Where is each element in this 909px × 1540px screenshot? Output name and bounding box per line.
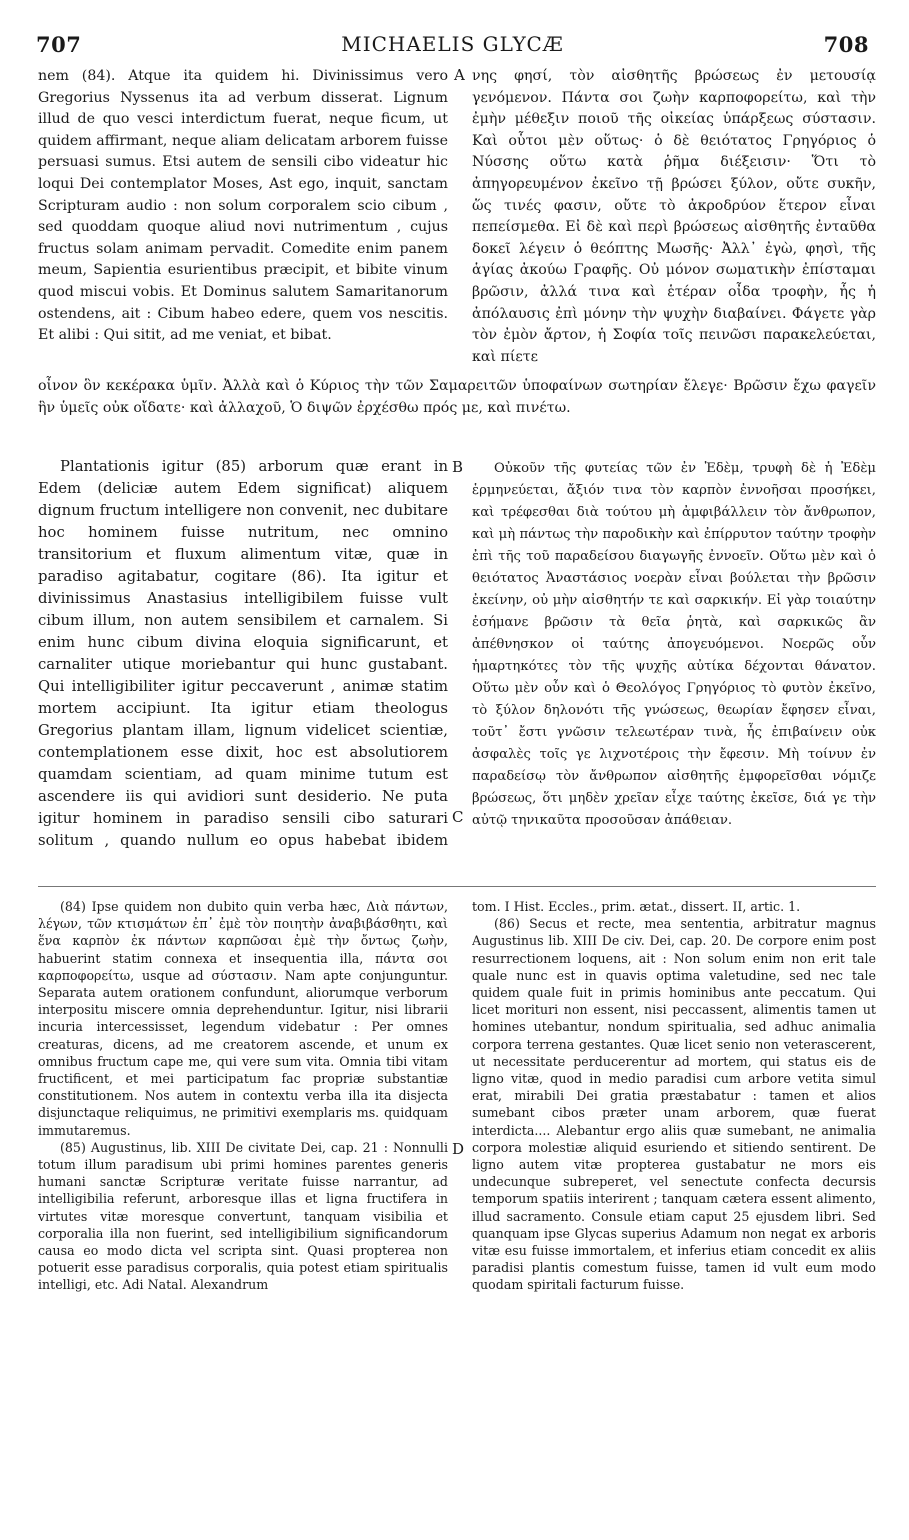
top-latin-text: nem (84). Atque ita quidem hi. Divinissimus vero Gregorius Nyssenus ita ad verbum disserat. Lignum illud de quo vesci interdictum fuerat, neque ficum, ut quidem affirmant, neque aliam delicatam arborem fuisse persuasi sumus. Etsi autem de sensili cibo videatur hic loqui Dei contemplator Moses, Ast ego, inquit, sanctam Scripturam audio : non solum corporalem scio cibum , sed quoddam quoque aliud novi nutrimentum , cujus fructus solam animam pervadit. Comedite enim panem meum, Sapientia esurientibus præcipit, et bibite vinum quod miscui vobis. Et Dominus salutem Samaritanorum ostendens, ait : Cibum habeo edere, quem vos nescitis. Et alibi : Qui sitit, ad me veniat, et bibat. [38, 68, 448, 344]
footnote-86: (86) Secus et recte, mea sententia, arbitratur magnus Augustinus lib. XIII De civ. Dei, cap. 20. De corpore enim post resurrectionem loquens, ait : Non solum enim non erit tale quale nunc est in quavis optima valetudine, sed nec tale quidem quale fuit in primis hominibus ante peccatum. Qui licet morituri non essent, nisi peccassent, alimentis tamen ut homines utebantur, nondum spiritualia, sed adhuc animalia corpora terrena gestantes. Quæ licet senio non veterascerent, ut necessitate perducerentur ad mortem, qui status eis de ligno vitæ, quod in medio paradisi cum arbore vetita simul erat, mirabili Dei gratia præstabatur : tamen et alios sumebant cibos præter unam arborem, quæ fuerat interdicta.... Alebantur ergo aliis quæ sumebant, ne animalia corpora molestiæ aliquid esuriendo et sitiendo sentirent. De ligno autem vitæ propterea gustabatur ne mors eis undecunque subreperet, vel senectute confecta decursis temporum spatiis interirent ; tanquam cætera essent alimento, illud sacramento. Consule etiam caput 25 ejusdem libri. Sed quanquam ipse Glycas superius Adamum non negat ex arboris vitæ esu fuisse immortalem, et inferius etiam concedit ex aliis paradisi plantis comestum fuisse, tamen id vult eum modo quodam spiritali facturum fuisse. [472, 916, 876, 1293]
running-header [36, 32, 869, 62]
footnote-divider [38, 886, 876, 887]
top-greek-fullwidth [38, 376, 876, 422]
top-greek-column [472, 66, 876, 390]
top-greek-fullwidth-text: οἶνον ὃν κεκέρακα ὑμῖν. Ἀλλὰ καὶ ὁ Κύριος τὴν τῶν Σαμαρειτῶν ὑποφαίνων σωτηρίαν ἔλεγε· Βρῶσιν ἔχω φαγεῖν ἣν ὑμεῖς οὐκ οἴδατε· καὶ ἀλλαχοῦ, Ὁ διψῶν ἐρχέσθω πρός με, καὶ πινέτω. [38, 378, 876, 416]
middle-greek-column [472, 458, 876, 854]
margin-letter-c: C [452, 808, 464, 826]
page-number-left: 707 [36, 32, 82, 57]
margin-letter-b: B [452, 458, 464, 476]
middle-greek-paragraph-1: Οὐκοῦν τῆς φυτείας τῶν ἐν Ἐδὲμ, τρυφὴ δὲ ἡ Ἐδὲμ ἑρμηνεύεται, ἄξιόν τινα τὸν καρπὸν ἐννοῆσαι προσήκει, καὶ τρέφεσθαι διὰ τούτου μὴ ἀμφιβάλλειν τὸν ἄνθρωπον, καὶ μὴ πάντως τὴν παροδικὴν καὶ ἐπίρρυτον ταύτην τροφὴν ἐπὶ τῆς τοῦ παραδείσου διαγωγῆς ἐννοεῖν. Οὕτω μὲν καὶ ὁ θειότατος Ἀναστάσιος νοερὰν εἶναι βούλεται τὴν βρῶσιν ἐκείνην, οὐ μὴν αἰσθητήν τε καὶ σαρκικήν. Εἰ γὰρ τοιαύτην ἐσήμανε βρῶσιν τὰ θεῖα ῥητὰ, καὶ σαρκικῶς ἂν ἀπέθνησκον οἱ ταύτης ἀπογευόμενοι. Νοερῶς οὖν ἡμαρτηκότες τὸν τῆς ψυχῆς αὐτίκα δέχονται θάνατον. Οὕτω μὲν οὖν καὶ ὁ Θεολόγος Γρηγόριος τὸ φυτὸν ἐκεῖνο, τὸ ξύλον δηλονότι τῆς γνώσεως, θεωρίαν ἔφησεν εἶναι, τοῦτ᾽ ἔστι γνῶσιν τελεωτέραν τινὰ, ἧς ἐπιβαίνειν οὐκ ἀσφαλὲς τοῖς γε λιχνοτέροις τὴν ἔφεσιν. Μὴ τοίνυν ἐν παραδείσῳ τὸν ἄνθρωπον αἰσθητῆς ἐμφορεῖσθαι νόμιζε βρώσεως, ὅτι μηδὲν χρεῖαν εἶχε ταύτης ἐκεῖσε, διά γε τὴν αὐτῷ τηνικαῦτα προσοῦσαν ἀπάθειαν. [472, 461, 876, 828]
footnote-84: (84) Ipse quidem non dubito quin verba hæc, Διὰ πάντων, λέγων, τῶν κτισμάτων ἐπ᾽ ἐμὲ τὸν ποιητὴν ἀναβιβάσθητι, καὶ ἕνα καρπὸν ἐκ πάντων καρπῶσαι ἐμὲ τὴν ὄντως ζωὴν, habuerint statim connexa et insequentia illa, πάντα σοι καρποφορείτω, usque ad σύστασιν. Nam apte conjunguntur. Separata autem orationem confundunt, aliorumque verborum interpositu miscere omnia deprehenduntur. Igitur, nisi librarii incuria intercessisset, legendum videbatur : Per omnes creaturas, dicens, ad me creatorem ascende, et unum ex omnibus fructum cape me, qui vere sum vita. Omnia tibi vitam fructificent, et mei participatum fac propriæ substantiæ constitutionem. Nos autem in contextu verba illa ita disjecta disjunctaque reliquimus, ne primitivi exemplaris ms. quidquam immutaremus. [38, 899, 448, 1138]
footnotes-left-column [38, 898, 448, 1510]
top-greek-text: νης φησί, τὸν αἰσθητῆς βρώσεως ἐν μετουσίᾳ γενόμενον. Πάντα σοι ζωὴν καρποφορείτω, καὶ τὴν ἐμὴν μέθεξιν ποιοῦ τῆς οἰκείας ὑπάρξεως σύστασιν. Καὶ οὗτοι μὲν οὕτως· ὁ δὲ θειότατος Γρηγόριος ὁ Νύσσης οὕτω κατὰ ῥῆμα διέξεισιν· Ὅτι τὸ ἀπηγορευμένον ἐκεῖνο τῇ βρώσει ξύλον, οὔτε συκῆν, ὥς τινές φασιν, οὔτε τὸ ἀκροδρύον ἕτερον εἶναι πεπείσμεθα. Εἰ δὲ καὶ περὶ βρώσεως αἰσθητῆς ἐνταῦθα δοκεῖ λέγειν ὁ θεόπτης Μωσῆς· Ἀλλ᾽ ἐγὼ, φησὶ, τῆς ἁγίας ἀκούω Γραφῆς. Οὐ μόνον σωματικὴν ἐπίσταμαι βρῶσιν, ἀλλά τινα καὶ ἑτέραν οἶδα τροφὴν, ἧς ἡ ἀπόλαυσις ἐπὶ μόνην τὴν ψυχὴν διαβαίνει. Φάγετε γὰρ τὸν ἐμὸν ἄρτον, ἡ Σοφία τοῖς πεινῶσι παρακελεύεται, καὶ πίετε [472, 68, 876, 365]
running-title: MICHAELIS GLYCÆ [341, 32, 564, 56]
top-latin-column [38, 66, 448, 370]
margin-letter-a: A [454, 66, 465, 84]
footnote-85-continuation: tom. I Hist. Eccles., prim. ætat., dissert. II, artic. 1. [472, 899, 801, 914]
footnote-85: (85) Augustinus, lib. XIII De civitate Dei, cap. 21 : Nonnulli totum illum paradisum ubi primi homines parentes generis humani sanctæ Scripturæ veritate fuisse narrantur, ad intelligibilia referunt, arboresque illas et ligna fructifera in virtutes vitæ moresque convertunt, tanquam visibilia et corporalia illa non fuerint, sed intelligibilium significandorum causa eo modo dicta vel scripta sint. Quasi propterea non potuerit esse paradisus corporalis, quia potest etiam spiritualis intelligi, etc. Adi Natal. Alexandrum [38, 1139, 448, 1293]
page-number-right: 708 [823, 32, 869, 57]
middle-latin-paragraph-1: Plantationis igitur (85) arborum quæ erant in Edem (deliciæ autem Edem significat) aliquem dignum fructum intelligere non convenit, nec dubitare hoc hominem fuisse nutritum, nec omnino transitorium et fluxum alimentum vitæ, quæ in paradiso agitabatur, cogitare (86). Ita igitur et divinissimus Anastasius intelligibilem fuisse vult cibum illum, non autem sensibilem et carnalem. Si enim hunc cibum divina eloquia significarunt, et carnaliter utique moriebantur qui hunc gustabant. Qui intelligibiliter igitur peccaverunt , animæ statim mortem accipiunt. Ita igitur etiam theologus Gregorius plantam illam, lignum videlicet scientiæ, contemplationem esse dixit, hoc est absolutiorem quamdam scientiam, ad quam minime tutum est ascendere iis qui avidiori sunt desiderio. Ne puta igitur hominem in paradiso sensili cibo saturari solitum , quando nullum eo opus habebat ibidem [38, 458, 448, 849]
footnotes-right-column [472, 898, 876, 1510]
margin-letter-d: D [452, 1140, 465, 1158]
middle-latin-column [38, 456, 448, 852]
